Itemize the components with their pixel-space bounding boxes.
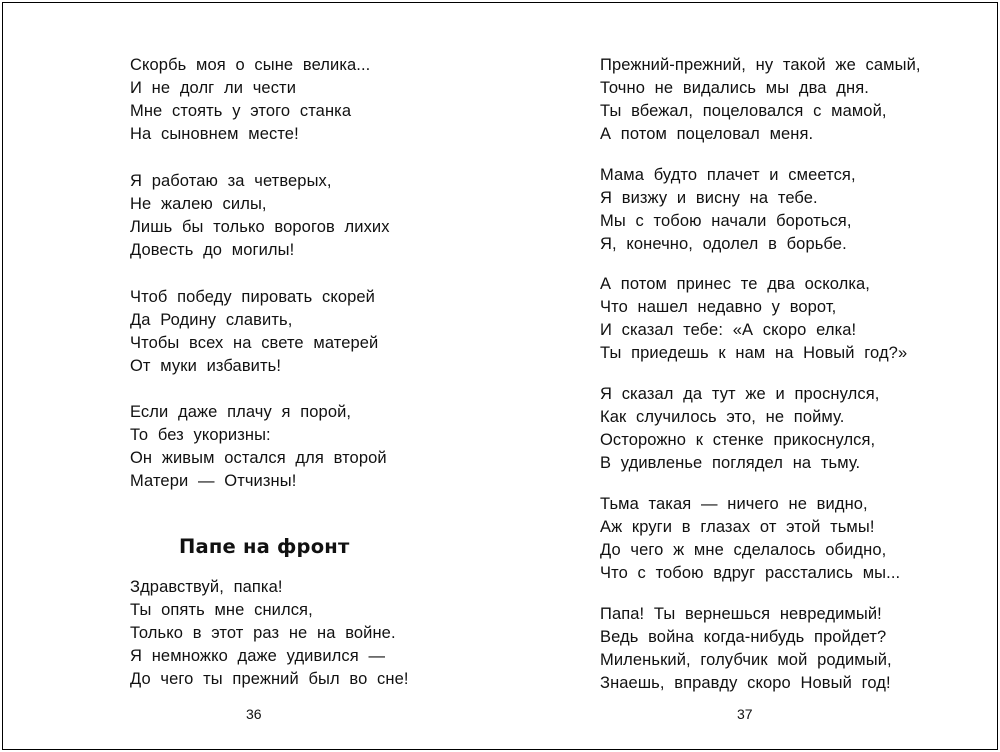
poem-line: Чтобы всех на свете матерей [130,334,379,352]
poem-line: Папа! Ты вернешься невредимый! [600,605,882,623]
left-page [3,3,501,749]
poem-line: Скорбь моя о сыне велика... [130,56,371,74]
poem-line: Если даже плачу я порой, [130,403,352,421]
poem-line: Осторожно к стенке прикоснулся, [600,431,876,449]
page-number: 36 [246,706,262,722]
poem-line: Чтоб победу пировать скорей [130,288,375,306]
poem-line: Он живым остался для второй [130,449,387,467]
poem-line: Лишь бы только ворогов лихих [130,218,390,236]
poem-line: Только в этот раз не на войне. [130,624,396,642]
right-page [501,3,999,749]
poem-line: Я сказал да тут же и проснулся, [600,385,880,403]
poem-line: Я немножко даже удивился — [130,647,386,665]
poem-line: Да Родину славить, [130,311,293,329]
poem-line: Не жалею силы, [130,195,267,213]
poem-line: До чего ж мне сделалось обидно, [600,541,887,559]
poem-line: Что с тобою вдруг расстались мы... [600,564,901,582]
poem-line: Мне стоять у этого станка [130,102,352,120]
poem-line: Я визжу и висну на тебе. [600,189,818,207]
poem-line: Аж круги в глазах от этой тьмы! [600,518,875,536]
poem-line: Довесть до могилы! [130,241,295,259]
poem-line: А потом поцеловал меня. [600,125,814,143]
poem-line: Точно не видались мы два дня. [600,79,869,97]
poem-line: Мы с тобою начали бороться, [600,212,852,230]
poem-line: На сыновнем месте! [130,125,299,143]
poem-line: Ты приедешь к нам на Новый год?» [600,344,908,362]
poem-line: Я работаю за четверых, [130,172,332,190]
poem-line: И сказал тебе: «А скоро елка! [600,321,857,339]
poem-line: Ведь война когда-нибудь пройдет? [600,628,887,646]
poem-line: Тьма такая — ничего не видно, [600,495,868,513]
poem-line: В удивленье поглядел на тьму. [600,454,861,472]
poem-line: И не долг ли чести [130,79,297,97]
poem-title: Папе на фронт [179,535,350,558]
poem-line: Мама будто плачет и смеется, [600,166,856,184]
poem-line: Знаешь, вправду скоро Новый год! [600,674,891,692]
poem-line: До чего ты прежний был во сне! [130,670,409,688]
poem-line: Я, конечно, одолел в борьбе. [600,235,847,253]
poem-line: От муки избавить! [130,357,282,375]
poem-line: Прежний-прежний, ну такой же самый, [600,56,921,74]
poem-line: Что нашел недавно у ворот, [600,298,837,316]
poem-line: Ты вбежал, поцеловался с мамой, [600,102,887,120]
book-spread [2,2,998,750]
poem-line: То без укоризны: [130,426,271,444]
poem-line: Матери — Отчизны! [130,472,297,490]
page-number: 37 [737,706,753,722]
poem-line: Миленький, голубчик мой родимый, [600,651,892,669]
poem-line: Как случилось это, не пойму. [600,408,845,426]
poem-line: А потом принес те два осколка, [600,275,870,293]
poem-line: Ты опять мне снился, [130,601,313,619]
poem-line: Здравствуй, папка! [130,578,283,596]
